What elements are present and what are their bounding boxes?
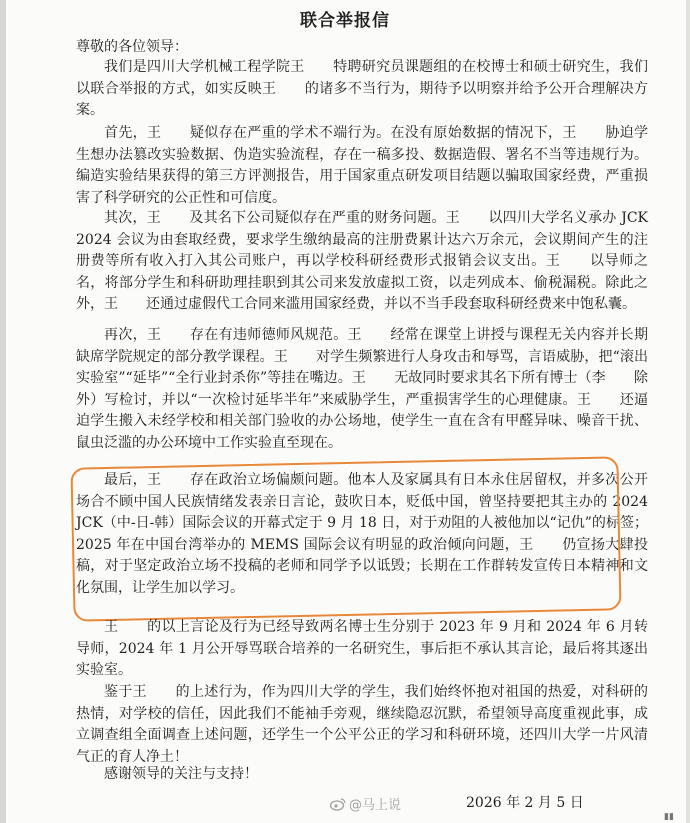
paragraph-request: 鉴于王 的上述行为，作为四川大学的学生，我们始终怀抱对祖国的热爱，对科研的热情，对学校的信任，因此我们不能袖手旁观，继续隐忍沉默，希望领导高度重视此事，成立调查组全面调查上述问题，还学生一个公平公正的学习和科研环境，还四川大学一片风清气正的育人净土！ [76, 684, 648, 765]
page-edge-shadow-left [0, 0, 6, 823]
paragraph-academic-misconduct: 首先，王 疑似存在严重的学术不端行为。在没有原始数据的情况下，王 胁迫学生想办法篡改实验数据、伪造实验流程，存在一稿多投、数据造假、署名不当等违规行为。编造实验结果获得的第三方评测报告，用于国家重点研发项目结题以骗取国家经费，严重损害了科学研究的公正性和可信度。 [76, 125, 648, 206]
paragraph-ethics-violations: 再次，王 存在有违师德师风规范。王 经常在课堂上讲授与课程无关内容并长期缺席学院规定的部分教学课程。王 对学生频繁进行人身攻击和辱骂，言语威胁，把“滚出实验室”“延毕”“全行业封杀你”等挂在嘴边。王 无故同时要求其名下所有博士（李 除外）写检讨，并以“一次检讨延毕半年”来威胁学生，严重损害学生的心理健康。王 还逼迫学生搬入未经学校和相关部门验收的办公场地，使学生一直在含有甲醛异味、噪音干扰、鼠虫泛滥的办公环境中工作实验直至现在。 [76, 327, 648, 451]
watermark-text: @马上说 [349, 798, 402, 813]
letter-date: 2026 年 2 月 5 日 [466, 795, 584, 811]
paragraph-intro: 我们是四川大学机械工程学院王 特聘研究员课题组的在校博士和硕士研究生，我们以联合举报的方式，如实反映王 的诸多不当行为，期待予以明察并给予公开合理解决方案。 [76, 59, 648, 118]
watermark [330, 794, 401, 813]
salutation: 尊敬的各位领导： [76, 39, 188, 55]
paragraph-financial-issues: 其次，王 及其名下公司疑似存在严重的财务问题。王 以四川大学名义承办 JCK 2024 会议为由套取经费，要求学生缴纳最高的注册费累计达六万余元，会议期间产生的注册费等所有收入打入其公司账户，再以学校科研经费形式报销会议支出。王 以导师之名，将部分学生和科研助理挂职到其公司来发放虚拟工资，以走列成本、偷税漏税。除此之外，王 还通过虚假代工合同来滥用国家经费，并以不当手段套取科研经费来中饱私囊。 [76, 210, 648, 312]
paragraph-consequences: 王 的以上言论及行为已经导致两名博士生分别于 2023 年 9 月和 2024 年 6 月转导师，2024 年 1 月公开辱骂联合培养的一名研究生，事后拒不承认其言论，最后将其逐出实验室。 [76, 619, 648, 678]
more-icon[interactable]: ▮▮ [664, 812, 674, 822]
paragraph-thanks: 感谢领导的关注与支持！ [104, 766, 258, 782]
weibo-icon [330, 797, 346, 811]
paragraph-political-stance: 最后，王 存在政治立场偏颇问题。他本人及家属具有日本永住居留权，并多次公开场合不顾中国人民族情绪发表亲日言论，鼓吹日本，贬低中国，曾坚持要把其主办的 2024 JCK（中-日-韩）国际会议的开幕式定于 9 月 18 日，对于劝阻的人被他加以“记仇”的标签；2025 年在中国台湾举办的 MEMS 国际会议有明显的政治倾向问题，王 仍宣扬大肆投稿，对于坚定政治立场不投稿的老师和同学予以诋毁；长期在工作群转发宣传日本精神和文化氛围，让学生加以学习。 [76, 472, 648, 596]
page-edge-shadow-right [686, 0, 690, 823]
highlight-circle [70, 456, 621, 621]
letter-title: 联合举报信 [300, 11, 390, 31]
